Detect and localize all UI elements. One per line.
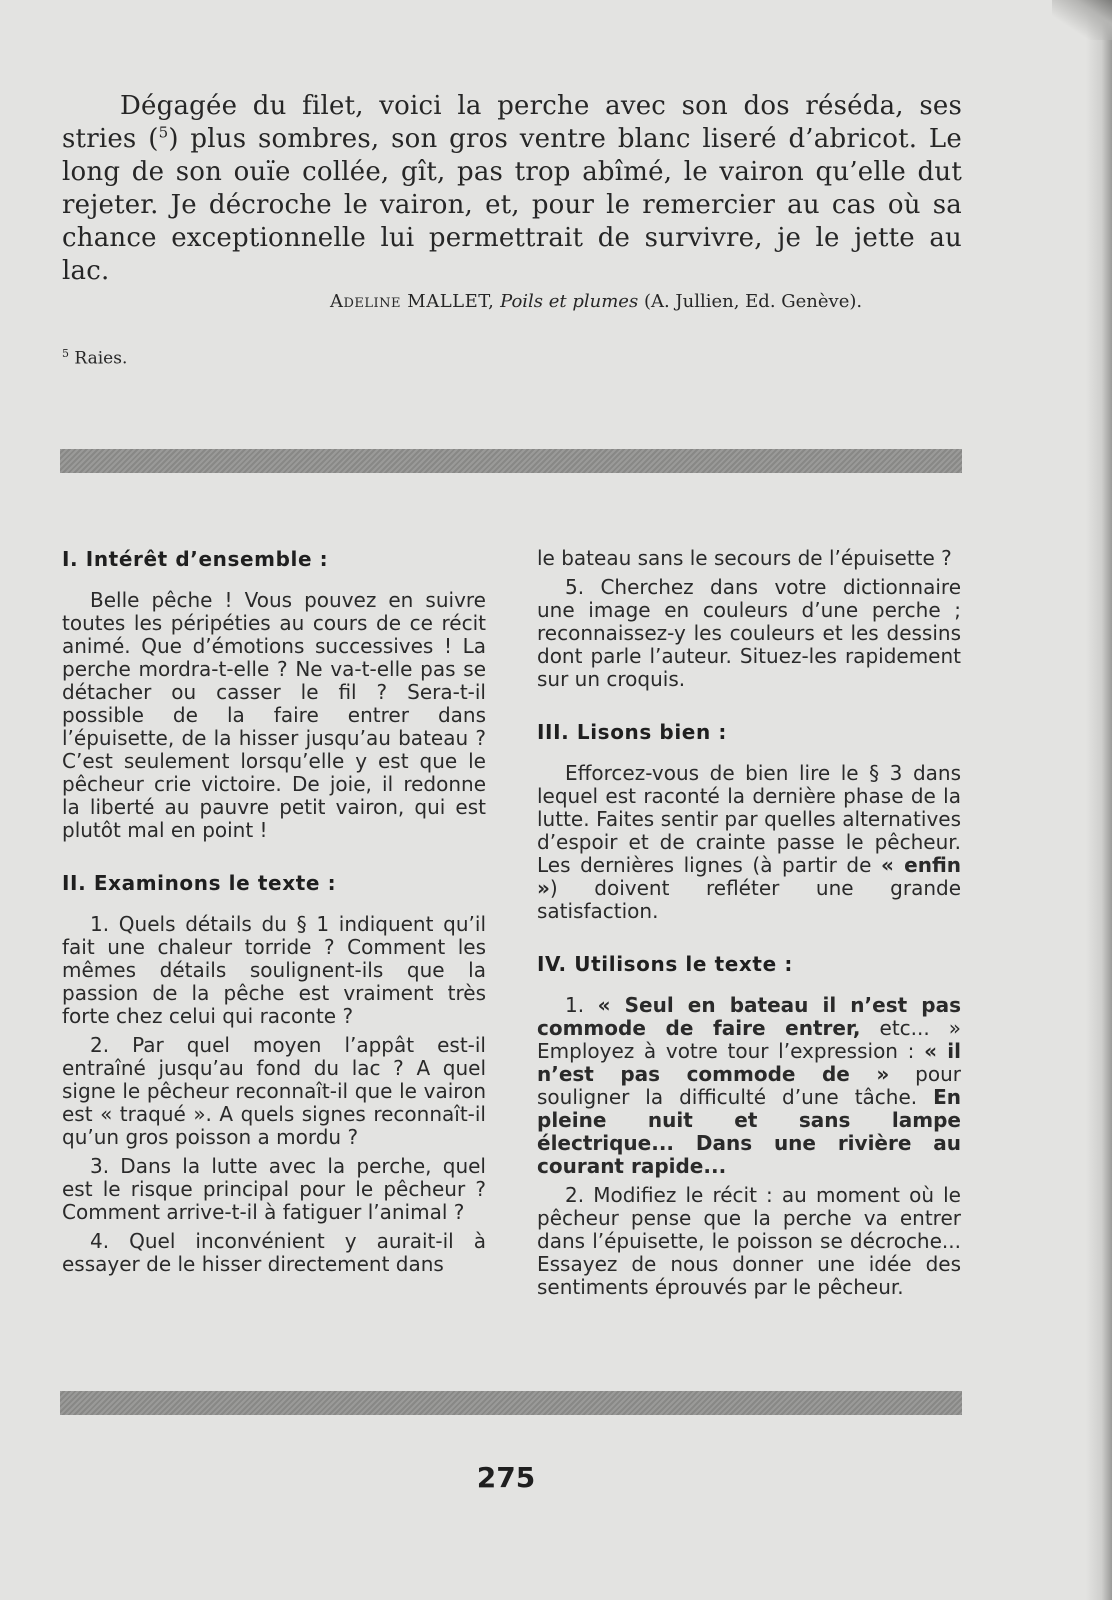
attribution-title: Poils et plumes — [500, 291, 639, 312]
question-item: 5. Cherchez dans votre dictionnaire une image en couleurs d’une perche ; reconnaissez-y les couleurs et les dessins dont parle l’auteur. Situez-les rapidement sur un croquis. — [537, 575, 961, 691]
section-body-interet: Belle pêche ! Vous pouvez en suivre toutes les péripéties au cours de ce récit animé. Que d’émotions successives ! La perche mordra-t-elle ? Ne va-t-elle pas se détacher ou casser le fil ? Sera-t-il possible de la faire entrer dans l’épuisette, de la hisser jusqu’au bateau ? C’est seulement lorsqu’elle y est que le pêcheur crie victoire. De joie, il redonne la liberté au pauvre petit vairon, qui est plutôt mal en point ! — [62, 588, 486, 842]
exercise-column-left — [62, 548, 486, 1282]
divider-band-top — [60, 449, 962, 473]
page-number: 275 — [476, 1461, 536, 1494]
divider-band-bottom — [60, 1391, 962, 1415]
section-heading-utilisons: IV. Utilisons le texte : — [537, 952, 793, 976]
question-item: 1. « Seul en bateau il n’est pas commode de faire entrer, etc... » Employez à votre tour l’expression : « il n’est pas commode de » pour souligner la difficulté d’une tâche. En pleine nuit et sans lampe électrique... Dans une rivière au courant rapide... — [537, 993, 962, 1178]
attribution-publisher: (A. Jullien, Ed. Genève). — [643, 291, 863, 312]
section-heading-examinons: II. Examinons le texte : — [62, 871, 337, 895]
section-body-lisons: Efforcez-vous de bien lire le § 3 dans lequel est raconté la dernière phase de la lutte. Faites sentir par quelles alternatives d’espoir et de crainte passe le pêcheur. Les dernières lignes (à partir de « enfin ») doivent refléter une grande satisfaction. — [537, 761, 962, 923]
attribution-author: Adeline MALLET, — [330, 291, 495, 312]
excerpt-attribution — [330, 290, 970, 314]
footnote-text: Raies. — [74, 348, 128, 369]
section-heading-lisons: III. Lisons bien : — [537, 720, 727, 744]
page-edge-shadow — [1086, 0, 1112, 1600]
footnote-reference: 5 — [158, 123, 169, 142]
question-item: 1. Quels détails du § 1 indiquent qu’il fait une chaleur torride ? Comment les mêmes détails soulignent-ils que la passion de la pêche est vraiment très forte chez celui qui raconte ? — [62, 912, 486, 1028]
question-item: 3. Dans la lutte avec la perche, quel est le risque principal pour le pêcheur ? Comment arrive-t-il à fatiguer l’animal ? — [62, 1154, 486, 1224]
example-phrases: En pleine nuit et sans lampe électrique... Dans une rivière au courant rapide... — [537, 1085, 961, 1178]
question-item: 4. Quel inconvénient y aurait-il à essayer de le hisser directement dans — [62, 1229, 486, 1276]
question-item: 2. Par quel moyen l’appât est-il entraîné jusqu’au fond du lac ? A quel signe le pêcheur reconnaît-il que le vairon est « traqué ». A quels signes reconnaît-il qu’un gros poisson a mordu ? — [62, 1033, 486, 1149]
exercise-column-right — [537, 547, 961, 1305]
footnote-mark: 5 — [62, 347, 69, 360]
excerpt-paragraph: Dégagée du filet, voici la perche avec son dos réséda, ses stries ($^5$) plus sombres, son gros ventre blanc liseré d’abricot. Le long de son ouïe collée, gît, pas trop abîmé, le vairon qu’elle dut rejeter. Je décroche le vairon, et, pour le remercier au cas où sa chance exceptionnelle lui permettrait de survivre, je le jette au lac. — [62, 91, 962, 286]
page-corner-shadow — [1052, 0, 1112, 40]
question-item-continued: le bateau sans le secours de l’épuisette ? — [537, 546, 952, 570]
section-heading-interet: I. Intérêt d’ensemble : — [62, 547, 329, 571]
footnote — [62, 347, 127, 369]
question-item: 2. Modifiez le récit : au moment où le pêcheur pense que la perche va entrer dans l’épuisette, le poisson se décroche... Essayez de nous donner une idée des sentiments éprouvés par le pêcheur. — [537, 1183, 961, 1299]
